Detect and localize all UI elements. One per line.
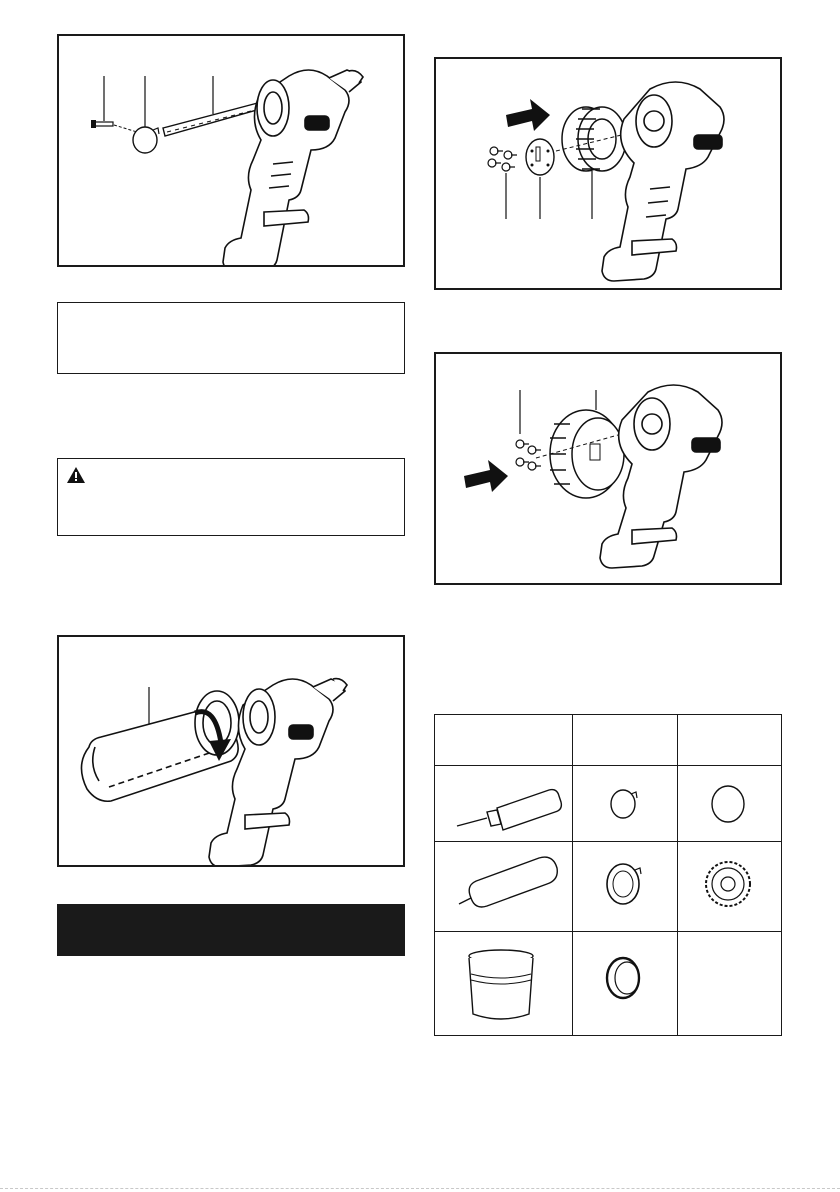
figure-rack-removal xyxy=(57,34,405,267)
gun-body-icon xyxy=(602,82,724,281)
ring-nut-icon xyxy=(562,107,626,171)
table-cell xyxy=(435,842,573,932)
warning-triangle-icon xyxy=(67,467,85,483)
cartridge-icon xyxy=(435,766,571,836)
bucket-icon xyxy=(435,932,571,1030)
screws-icon xyxy=(488,147,517,171)
table-cell xyxy=(677,932,781,1036)
push-arrow-icon xyxy=(464,460,508,492)
plate-icon xyxy=(526,139,554,175)
table-cell xyxy=(435,766,573,842)
sausage-pack-icon xyxy=(435,842,571,926)
table-cell xyxy=(677,766,781,842)
parts-table xyxy=(434,714,782,1036)
cap-icon xyxy=(133,127,159,153)
warning-box xyxy=(57,458,405,536)
figure-4-illustration xyxy=(59,637,403,865)
figure-ring-nut-assembly xyxy=(434,57,782,290)
figure-ring-nut-screws xyxy=(434,352,782,585)
figure-1-illustration xyxy=(59,36,403,265)
table-cell xyxy=(573,766,677,842)
medium-cap-icon xyxy=(573,842,675,926)
table-row xyxy=(435,932,782,1036)
screws-icon xyxy=(516,440,541,470)
table-cell xyxy=(435,932,573,1036)
note-box xyxy=(57,302,405,374)
table-cell xyxy=(677,842,781,932)
table-header-cell xyxy=(677,715,781,766)
screw-icon xyxy=(91,120,113,128)
figure-holder-rotate xyxy=(57,635,405,867)
disc-icon xyxy=(678,766,780,836)
push-arrow-icon xyxy=(506,99,550,131)
figure-2-illustration xyxy=(436,59,780,288)
table-cell xyxy=(573,842,677,932)
ring-nut-icon xyxy=(550,410,624,498)
small-cap-icon xyxy=(573,766,675,836)
table-row xyxy=(435,766,782,842)
section-heading-band xyxy=(57,904,405,956)
table-cell xyxy=(573,932,677,1036)
gear-disc-icon xyxy=(678,842,780,926)
table-header-cell xyxy=(573,715,677,766)
table-row xyxy=(435,842,782,932)
table-header-row xyxy=(435,715,782,766)
page-bottom-rule xyxy=(0,1188,840,1189)
gun-body-icon xyxy=(223,70,363,265)
large-cap-icon xyxy=(573,932,675,1030)
figure-3-illustration xyxy=(436,354,780,583)
table-header-cell xyxy=(435,715,573,766)
